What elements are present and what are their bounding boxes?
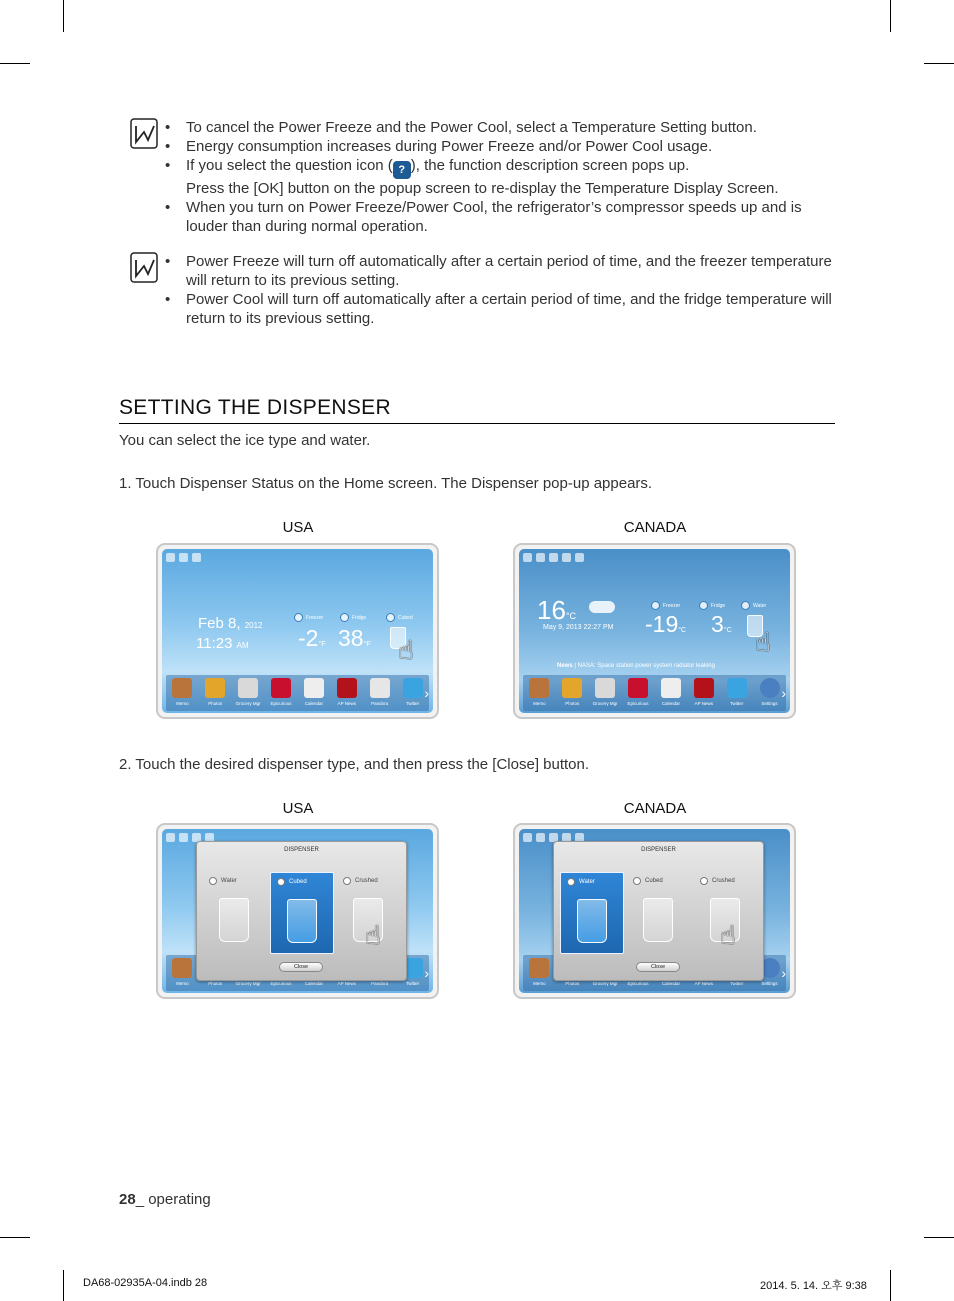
- app-memo[interactable]: [525, 678, 553, 706]
- time-ampm: AM: [236, 641, 249, 650]
- status-bar: [166, 553, 201, 563]
- app-label: AP News: [694, 701, 714, 706]
- date-text: May 9, 2013 22:27: [543, 624, 601, 631]
- twitter-icon: [727, 678, 747, 698]
- note-list-2: [163, 252, 840, 328]
- weather-temp: [537, 595, 576, 626]
- ap-news-icon: [694, 678, 714, 698]
- temp-unit: °C: [678, 627, 687, 634]
- fridge-temp-value: 3: [711, 611, 724, 637]
- app-label: Epicurious: [627, 701, 649, 706]
- app-label: AP News: [337, 981, 357, 986]
- freezer-label: Freezer: [663, 603, 681, 609]
- touch-hand-icon: ☝: [398, 635, 414, 665]
- app-label: Grocery Mgr: [592, 981, 618, 986]
- app-label: Calendar: [661, 701, 681, 706]
- app-label: Photos: [565, 701, 580, 706]
- app-grocery[interactable]: [234, 678, 262, 706]
- dispenser-status-icon: [386, 613, 395, 622]
- freezer-icon: [294, 613, 303, 622]
- dispenser-option-water[interactable]: [560, 872, 624, 954]
- news-label: News: [557, 663, 573, 669]
- canada-dispenser-screen: [513, 823, 796, 999]
- calendar-icon: [661, 678, 681, 698]
- usa-dispenser-display: [162, 829, 433, 993]
- app-label: Memo: [533, 981, 546, 986]
- fridge-temp-value: 38: [338, 625, 364, 651]
- step-2: 2. Touch the desired dispenser type, and then press the [Close] button.: [119, 756, 590, 773]
- fridge-icon: [699, 601, 708, 610]
- app-label: AP News: [337, 701, 357, 706]
- app-photos[interactable]: [558, 678, 586, 706]
- app-label: Photos: [208, 701, 223, 706]
- usa-home-screen: [156, 543, 439, 719]
- note-pencil-icon: [130, 118, 160, 150]
- status-icon: [523, 553, 532, 562]
- app-label: Settings: [761, 701, 778, 706]
- app-label: Epicurious: [270, 701, 292, 706]
- touch-hand-icon: ☝: [755, 627, 771, 657]
- close-button[interactable]: Close: [279, 962, 323, 972]
- calendar-icon: [304, 678, 324, 698]
- app-label: Pandora: [371, 701, 389, 706]
- app-label: Twitter: [405, 981, 420, 986]
- app-label: Settings: [761, 981, 778, 986]
- app-label: Calendar: [661, 981, 681, 986]
- popup-title: DISPENSER: [284, 847, 319, 853]
- option-label: Cubed: [645, 878, 663, 884]
- dispenser-status-label: Water: [753, 603, 767, 609]
- crop-mark: [890, 1270, 891, 1301]
- dispenser-option-water[interactable]: [203, 872, 267, 954]
- status-icon: [166, 553, 175, 562]
- epicurious-icon: [271, 678, 291, 698]
- app-label: Grocery Mgr: [235, 701, 261, 706]
- memo-icon: [529, 678, 549, 698]
- cloud-icon: [589, 601, 615, 613]
- app-label: Twitter: [730, 981, 744, 986]
- dispenser-option-cubed[interactable]: [627, 872, 691, 954]
- note-item: • Power Freeze will turn off automatically after a certain period of time, and the freezer temperature will return to its previous setting.: [163, 252, 840, 290]
- pandora-icon: [370, 678, 390, 698]
- photos-icon: [562, 678, 582, 698]
- usa-dispenser-screen: [156, 823, 439, 999]
- print-stamp: 2014. 5. 14. 오후 9:38: [760, 1280, 867, 1292]
- crop-mark: [924, 63, 954, 64]
- fridge-label: Fridge: [711, 603, 726, 609]
- step-1: 1. Touch Dispenser Status on the Home screen. The Dispenser pop-up appears.: [119, 475, 653, 492]
- fridge-temp[interactable]: [338, 625, 371, 652]
- crop-mark: [890, 0, 891, 32]
- temp-unit: °C: [723, 627, 732, 634]
- note-item: • Energy consumption increases during Power Freeze and/or Power Cool usage.: [163, 137, 840, 156]
- option-label: Crushed: [355, 878, 378, 884]
- home-date: [198, 615, 263, 632]
- glass-icon: [577, 899, 607, 943]
- file-info: DA68-02935A-04.indb 28: [83, 1277, 208, 1289]
- weather-temp-value: 16: [537, 595, 566, 625]
- dispenser-option-cubed[interactable]: [270, 872, 334, 954]
- app-memo[interactable]: [525, 958, 553, 986]
- popup-title: DISPENSER: [641, 847, 676, 853]
- crop-mark: [924, 1237, 954, 1238]
- crop-mark: [63, 0, 64, 32]
- chevron-right-icon[interactable]: ›: [424, 685, 429, 701]
- crushed-ice-icon: [700, 877, 708, 885]
- question-icon: ?: [393, 161, 411, 179]
- page-number-value: 28: [119, 1191, 136, 1208]
- note-pencil-icon: [130, 252, 160, 284]
- memo-icon: [529, 958, 549, 978]
- note-item: • When you turn on Power Freeze/Power Cool, the refrigerator’s compressor speeds up and is louder than during normal operation.: [163, 198, 840, 236]
- freezer-temp-value: -2: [298, 625, 319, 651]
- glass-icon: [219, 898, 249, 942]
- news-text: | NASA: Space station power system radiator leaking: [574, 663, 715, 669]
- canada-home-display: [519, 549, 790, 713]
- app-label: Grocery Mgr: [592, 701, 618, 706]
- section-title: SETTING THE DISPENSER: [119, 396, 835, 424]
- app-label: Memo: [176, 981, 189, 986]
- app-label: Memo: [533, 701, 546, 706]
- note-item: [163, 156, 840, 198]
- touch-hand-icon: ☝: [365, 920, 381, 950]
- cubed-ice-icon: [633, 877, 641, 885]
- note-item: • To cancel the Power Freeze and the Power Cool, select a Temperature Setting button.: [163, 118, 840, 137]
- status-icon: [536, 553, 545, 562]
- epicurious-icon: [628, 678, 648, 698]
- touch-hand-icon: ☝: [720, 920, 736, 950]
- app-photos[interactable]: [201, 678, 229, 706]
- crop-mark: [63, 1270, 64, 1301]
- fridge-temp[interactable]: [711, 611, 732, 638]
- question-note-line2: Press the [OK] button on the popup screen to re-display the Temperature Display Screen.: [186, 180, 779, 197]
- app-twitter[interactable]: [399, 678, 427, 706]
- freezer-temp[interactable]: [298, 625, 326, 652]
- crushed-ice-icon: [343, 877, 351, 885]
- home-date: [543, 624, 613, 631]
- home-time: [196, 635, 249, 652]
- canada-dispenser-display: [519, 829, 790, 993]
- cubed-ice-icon: [277, 878, 285, 886]
- crop-mark: [0, 63, 30, 64]
- memo-icon: [172, 678, 192, 698]
- option-label: Crushed: [712, 878, 735, 884]
- temp-unit: °F: [363, 641, 371, 648]
- dispenser-status-icon: [741, 601, 750, 610]
- app-dock: [523, 675, 786, 711]
- app-memo[interactable]: [168, 678, 196, 706]
- status-icon: [562, 553, 571, 562]
- dispenser-option-crushed[interactable]: [337, 872, 401, 954]
- status-icon: [179, 833, 188, 842]
- app-calendar[interactable]: [300, 678, 328, 706]
- app-label: Epicurious: [270, 981, 292, 986]
- freezer-label: Freezer: [306, 615, 324, 621]
- chevron-right-icon[interactable]: ›: [424, 965, 429, 981]
- twitter-icon: [403, 678, 423, 698]
- temp-unit: °F: [318, 641, 326, 648]
- status-icon: [179, 553, 188, 562]
- status-icon: [575, 553, 584, 562]
- app-label: Calendar: [304, 701, 324, 706]
- status-icon: [192, 553, 201, 562]
- dispenser-popup: [553, 841, 764, 981]
- temp-unit: °C: [565, 611, 577, 621]
- app-pandora[interactable]: [366, 678, 394, 706]
- app-calendar[interactable]: [657, 678, 685, 706]
- grocery-icon: [238, 678, 258, 698]
- app-epicurious[interactable]: [624, 678, 652, 706]
- app-label: Epicurious: [627, 981, 649, 986]
- photos-icon: [205, 678, 225, 698]
- water-icon: [209, 877, 217, 885]
- app-epicurious[interactable]: [267, 678, 295, 706]
- news-ticker[interactable]: [557, 663, 777, 673]
- chevron-right-icon[interactable]: ›: [781, 685, 786, 701]
- label-canada: CANADA: [623, 800, 687, 817]
- memo-icon: [172, 958, 192, 978]
- gear-icon: [760, 678, 780, 698]
- app-grocery[interactable]: [591, 678, 619, 706]
- app-ap-news[interactable]: [333, 678, 361, 706]
- time-text: 11:23: [196, 635, 233, 652]
- status-icon: [166, 833, 175, 842]
- status-icon: [536, 833, 545, 842]
- app-label: AP News: [694, 981, 714, 986]
- label-usa: USA: [282, 800, 314, 817]
- note-item: • Power Cool will turn off automatically after a certain period of time, and the fridge temperature will return to its previous setting.: [163, 290, 840, 328]
- label-usa: USA: [282, 519, 314, 536]
- glass-icon: [287, 899, 317, 943]
- option-label: Water: [579, 879, 595, 885]
- app-label: Twitter: [405, 701, 420, 706]
- crop-mark: [0, 1237, 30, 1238]
- app-label: Twitter: [730, 701, 744, 706]
- app-label: Photos: [565, 981, 580, 986]
- fridge-icon: [340, 613, 349, 622]
- ap-news-icon: [337, 678, 357, 698]
- question-note-before: If you select the question icon (: [186, 157, 393, 174]
- fridge-label: Fridge: [352, 615, 367, 621]
- note-list-1: [163, 118, 840, 236]
- app-memo[interactable]: [168, 958, 196, 986]
- water-icon: [567, 878, 575, 886]
- app-dock: [166, 675, 429, 711]
- app-label: Grocery Mgr: [235, 981, 261, 986]
- app-label: Memo: [176, 701, 189, 706]
- intro-text: You can select the ice type and water.: [119, 432, 371, 449]
- canada-home-screen: [513, 543, 796, 719]
- option-label: Cubed: [289, 879, 307, 885]
- date-year: 2012: [244, 621, 263, 630]
- freezer-icon: [651, 601, 660, 610]
- date-text: Feb 8,: [198, 615, 241, 632]
- freezer-temp-value: -19: [645, 611, 679, 637]
- usa-home-display: [162, 549, 433, 713]
- dispenser-option-crushed[interactable]: [694, 872, 758, 954]
- status-icon: [523, 833, 532, 842]
- page-number: [119, 1191, 211, 1208]
- status-icon: [549, 553, 558, 562]
- app-settings[interactable]: [756, 678, 784, 706]
- app-twitter[interactable]: [723, 678, 751, 706]
- status-bar: [523, 553, 584, 563]
- chevron-right-icon[interactable]: ›: [781, 965, 786, 981]
- label-canada: CANADA: [623, 519, 687, 536]
- freezer-temp[interactable]: [645, 611, 686, 638]
- grocery-icon: [595, 678, 615, 698]
- app-ap-news[interactable]: [690, 678, 718, 706]
- question-note-after: ), the function description screen pops up.: [410, 157, 690, 174]
- dispenser-popup: [196, 841, 407, 981]
- close-button[interactable]: Close: [636, 962, 680, 972]
- app-label: Pandora: [371, 981, 389, 986]
- app-label: Photos: [208, 981, 223, 986]
- option-label: Water: [221, 878, 237, 884]
- app-label: Calendar: [304, 981, 324, 986]
- time-ampm: PM: [602, 624, 614, 631]
- glass-icon: [643, 898, 673, 942]
- page-section: _ operating: [135, 1191, 211, 1208]
- dispenser-status-label: Cubed: [398, 615, 413, 621]
